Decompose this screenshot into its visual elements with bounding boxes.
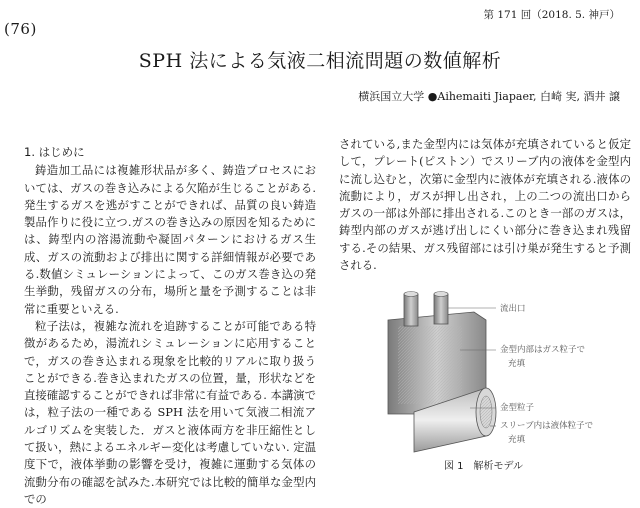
label-mold-particles: 金型粒子 — [500, 403, 535, 413]
label-mold-inner: 金型内部はガス粒子で — [500, 345, 586, 355]
right-column — [339, 136, 631, 274]
label-sleeve-inner: スリーブ内は液体粒子で — [500, 421, 594, 431]
paper-title: SPH 法による気液二相流問題の数値解析 — [138, 50, 502, 72]
paragraph-continued: されている,また金型内には気体が充填されていると仮定して，プレート(ピストン）でスリーブ内の液体を金型内に流し込むと，次第に金型内に液体が充填される.液体の流動により，ガスが押し出され，上の二つの流出口からガスの一部は外部に排出される.このとき一部のガスは，鋳型内部のガスが逃げ出しにくい部分に巻き込まれ残留する.その結果、ガス残留部には引け巣が発生すると予測される. — [339, 137, 631, 273]
section-heading: 1. はじめに — [24, 145, 85, 159]
paragraph-2: 粒子法は，複雑な流れを追跡することが可能である特徴があるため，湯流れシミュレーションに応用することで，ガスの巻き込まれる現象を比較的リアルに取り扱うことができる.巻き込まれたガスの位置，量，形状などを直接確認することができれば非常に有益である. 本講演では，粒子法の一種である SPH 法を用いて気液二相流アルゴリズムを実装した．ガスと液体両方を非圧縮性として扱い，熱によるエネルギー変化は考慮していない. 定温度下で，液体挙動の影響を受け，複雑に運動する気体の流動分布の確認を試みた.本研究では比較的簡単な金型内での — [24, 318, 317, 506]
label-sleeve-inner-2: 充填 — [508, 435, 526, 445]
outlet-right — [434, 294, 448, 324]
label-outlet: 流出口 — [500, 304, 526, 314]
figure-caption: 図 1 解析モデル — [444, 461, 524, 472]
label-mold-inner-2: 充填 — [508, 359, 526, 369]
paragraph-1: 鋳造加工品には複雑形状品が多く、鋳造プロセスにおいては、ガスの巻き込みによる欠陥が生じることがある. 発生するガスを逃がすことができれば、品質の良い鋳造製品作りに役に立つ.ガスの巻き込みの原因を知るためには、鋳型内の溶湯流動や凝固パターンにおけるガス生成、ガスの流動および排出に関する詳細情報が必要である.数値シミュレーションによって、このガス巻き込の発生挙動，残留ガスの分布，場所と量を予測することは非常に重要といえる. — [24, 163, 316, 316]
figure-1 — [374, 290, 634, 474]
authors-line: 横浜国立大学 ●Aihemaiti Jiapaer, 白崎 実, 酒井 譲 — [358, 90, 620, 103]
conference-info: 第 171 回（2018. 5. 神戸） — [483, 9, 620, 21]
outlet-left — [404, 294, 418, 326]
left-column — [24, 144, 316, 508]
page-number: (76) — [4, 20, 37, 38]
